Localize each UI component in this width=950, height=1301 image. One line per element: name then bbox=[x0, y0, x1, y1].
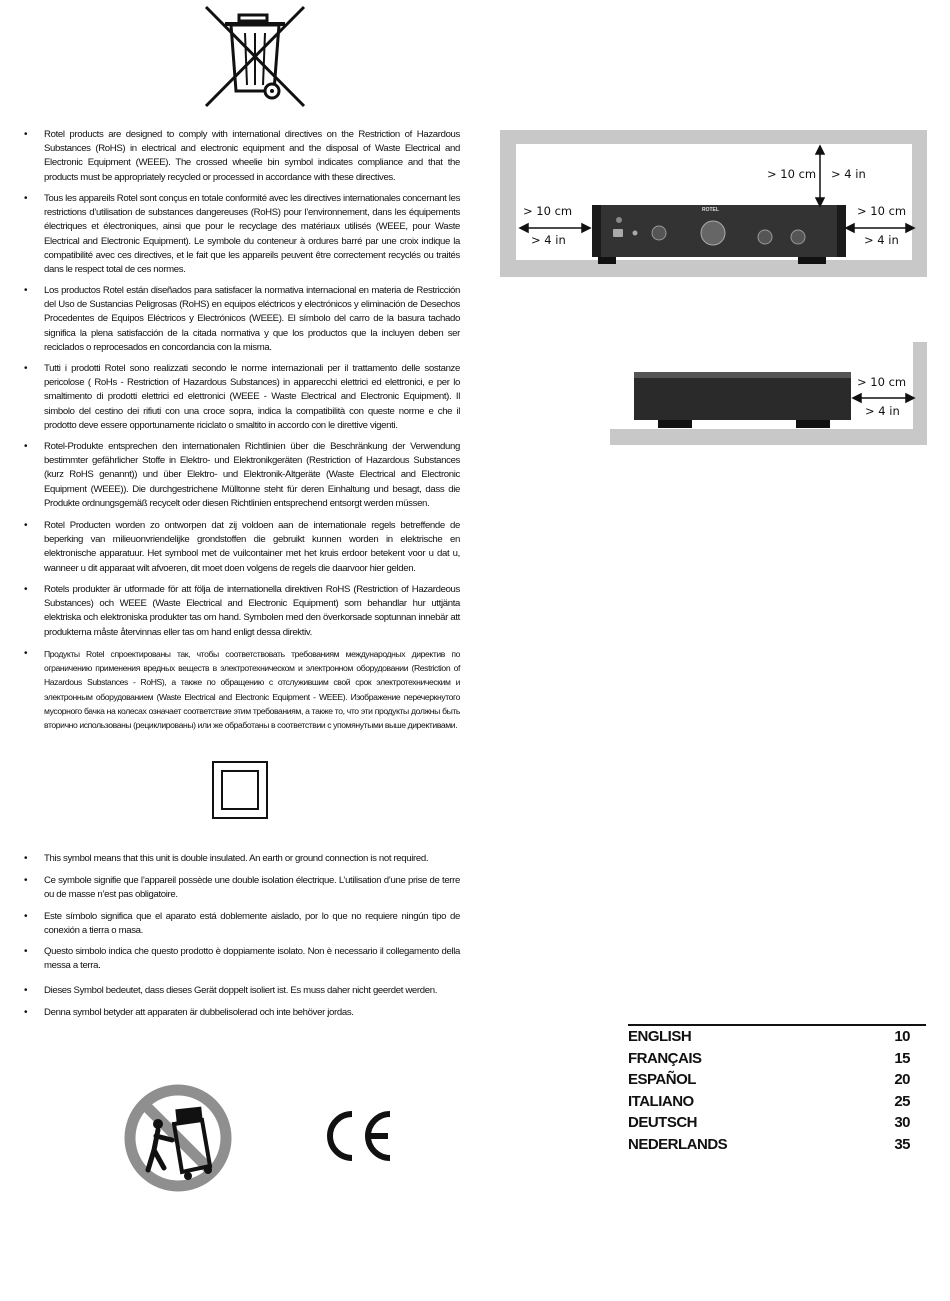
language-index bbox=[628, 1024, 926, 1155]
list-item: • Rotel-Produkte entsprechen den internationalen Richtlinien über die Beschränkung der Verwendung bestimmter gefährlicher Stoffe in Elektro- und Elektronikgeräten (Restriction of Hazardous Substances (kurz RoHS genannt)) und über Elektro- und Elektronik-Altgeräte (Waste Electrical and Electronic Equipment (WEEE)). Die durchgestrichene Mülltonne steht für deren Einhaltung und besagt, dass die Produkte ordnungsgemäß recycelt oder diesen Richtlinien entsprechend entsorgt werden müssen. bbox=[24, 441, 460, 509]
list-item: • This symbol means that this unit is double insulated. An earth or ground connection is not required. bbox=[24, 853, 429, 864]
list-item: • Rotel products are designed to comply with international directives on the Restriction of Hazardous Substances (RoHS) in electrical and electronic equipment and the disposal of Waste Electrical and Electronic Equipment (WEEE). The crossed wheelie bin symbol indicates compliance and that the products must be appropriately recycled or processed in accordance with these directives. bbox=[24, 129, 460, 183]
left-clearance-in: > 4 in bbox=[531, 233, 566, 247]
language-row[interactable]: FRANÇAIS 15 bbox=[628, 1049, 910, 1067]
side-clearance-in: > 4 in bbox=[865, 404, 900, 418]
side-clearance-diagram bbox=[610, 342, 927, 445]
list-item: • Tutti i prodotti Rotel sono realizzati secondo le norme internazionali per il trattamento delle sostanze pericolose ( RoHs - Restriction of Hazardous Substances) in apparecchi elettrici ed elettronici, e per lo smaltimento di prodotti elettrici ed elettronici (WEEE - Waste Electrical and Electronic Equipment). Il simbolo del cestino dei rifiuti con una croce sopra, indica la compatibilità con queste norme e che il prodotto deve essere opportunamente riciclato o smaltito in accordo con le direttive vigenti. bbox=[24, 363, 460, 431]
language-row[interactable]: ITALIANO 25 bbox=[628, 1092, 910, 1110]
top-clearance-in: > 4 in bbox=[831, 167, 866, 181]
list-item: • Rotel Producten worden zo ontworpen dat zij voldoen aan de internationale regels betreffende de beperking van milieuonvriendelijke grondstoffen die gebruikt kunnen worden in elektrische en elektronische apparatuur. Het symbool met de vuilcontainer met het kruis erdoor betekent voor u dat u, wanneer u dit apparaat wilt afvoeren, dit moet doen volgens de regels die daarvoor hier gelden. bbox=[24, 520, 460, 574]
language-row[interactable]: ESPAÑOL 20 bbox=[628, 1071, 910, 1088]
left-clearance-cm: > 10 cm bbox=[523, 204, 573, 218]
list-item: • Denna symbol betyder att apparaten är dubbelisolerad och inte behöver jordas. bbox=[24, 1007, 354, 1018]
weee-bin-icon bbox=[203, 5, 307, 110]
list-item: • Este símbolo significa que el aparato está doblemente aislado, por lo que no requiere ningún tipo de conexión a tierra o masa. bbox=[24, 911, 460, 937]
cart-warning-icon bbox=[124, 1084, 232, 1192]
right-clearance-cm: > 10 cm bbox=[857, 204, 907, 218]
list-item: • Tous les appareils Rotel sont conçus en totale conformité avec les directives internationales concernant les restrictions d’utilisation de substances dangereuses (RoHS) pour l’environnement, dans les équipements électriques et électroniques, ainsi que pour le recyclage des matériaux utilisés (WEEE, pour Waste Electrical and Electronic Equipment). Le symbole du conteneur à ordures barré par une croix indique la compatibilité avec ces directives, et le fait que les appareils peuvent être correctement recyclés ou traités dans le respect total de ces normes. bbox=[24, 193, 461, 276]
language-row[interactable]: ENGLISH 10 bbox=[628, 1028, 910, 1045]
top-clearance-cm: > 10 cm bbox=[767, 167, 817, 181]
language-row[interactable]: NEDERLANDS 35 bbox=[628, 1135, 910, 1153]
side-clearance-cm: > 10 cm bbox=[857, 375, 907, 389]
brand-logo: ROTEL bbox=[702, 207, 719, 213]
ce-mark-icon bbox=[318, 1108, 394, 1164]
list-item: • Dieses Symbol bedeutet, dass dieses Gerät doppelt isoliert ist. Es muss daher nicht geerdet werden. bbox=[24, 985, 438, 996]
list-item: • Questo simbolo indica che questo prodotto è doppiamente isolato. Non è necessario il collegamento della messa a terra. bbox=[24, 946, 460, 972]
list-item: • Продукты Rotel спроектированы так, чтобы соответствовать требованиям международных директив по ограничению применения вредных веществ в электротехническом и электронном оборудовании (Restriction of Hazardous Substances - RoHS), а также по обращению с отслужившим свой срок электротехническим и электронным оборудованием (Waste Electrical and Electronic Equipment - WEEE). Изображение перечеркнутого мусорного бачка на колесах означает соответствие этим требованиям, а также то, что эти продукты должны быть вторично использованы (рециклированы) или же обработаны в соответствии с упомянутыми выше директивами. bbox=[24, 648, 460, 731]
right-clearance-in: > 4 in bbox=[864, 233, 899, 247]
language-row[interactable]: DEUTSCH 30 bbox=[628, 1114, 910, 1131]
double-insulation-icon bbox=[212, 761, 268, 819]
front-clearance-diagram bbox=[500, 130, 927, 277]
list-item: • Los productos Rotel están diseñados para satisfacer la normativa internacional en materia de Restricción del Uso de Sustancias Peligrosas (RoHS) en equipos eléctricos y electrónicos y eliminación de Desechos Procedentes de Equipos Eléctricos y Electrónicos (WEEE). El símbolo del carro de la basura tachado significa la plena satisfacción de la citada normativa y que los productos que la incluyen deben ser reciclados o reprocesados en concordancia con la misma. bbox=[24, 285, 460, 353]
list-item: • Ce symbole signifie que l’appareil possède une double isolation électrique. L’utilisation d’une prise de terre ou de masse n’est pas obligatoire. bbox=[24, 875, 460, 901]
list-item: • Rotels produkter är utformade för att följa de internationella direktiven RoHS (Restriction of Hazardeous Substances) och WEEE (Waste Electrical and Electronic Equipment) som behandlar hur uttjänta elektriska och elektroniska produkter tas om hand. Symbolen med den överkorsade soptunnan innebär att produkterna måste återvinnas eller tas om hand enligt dessa direktiv. bbox=[24, 584, 460, 638]
